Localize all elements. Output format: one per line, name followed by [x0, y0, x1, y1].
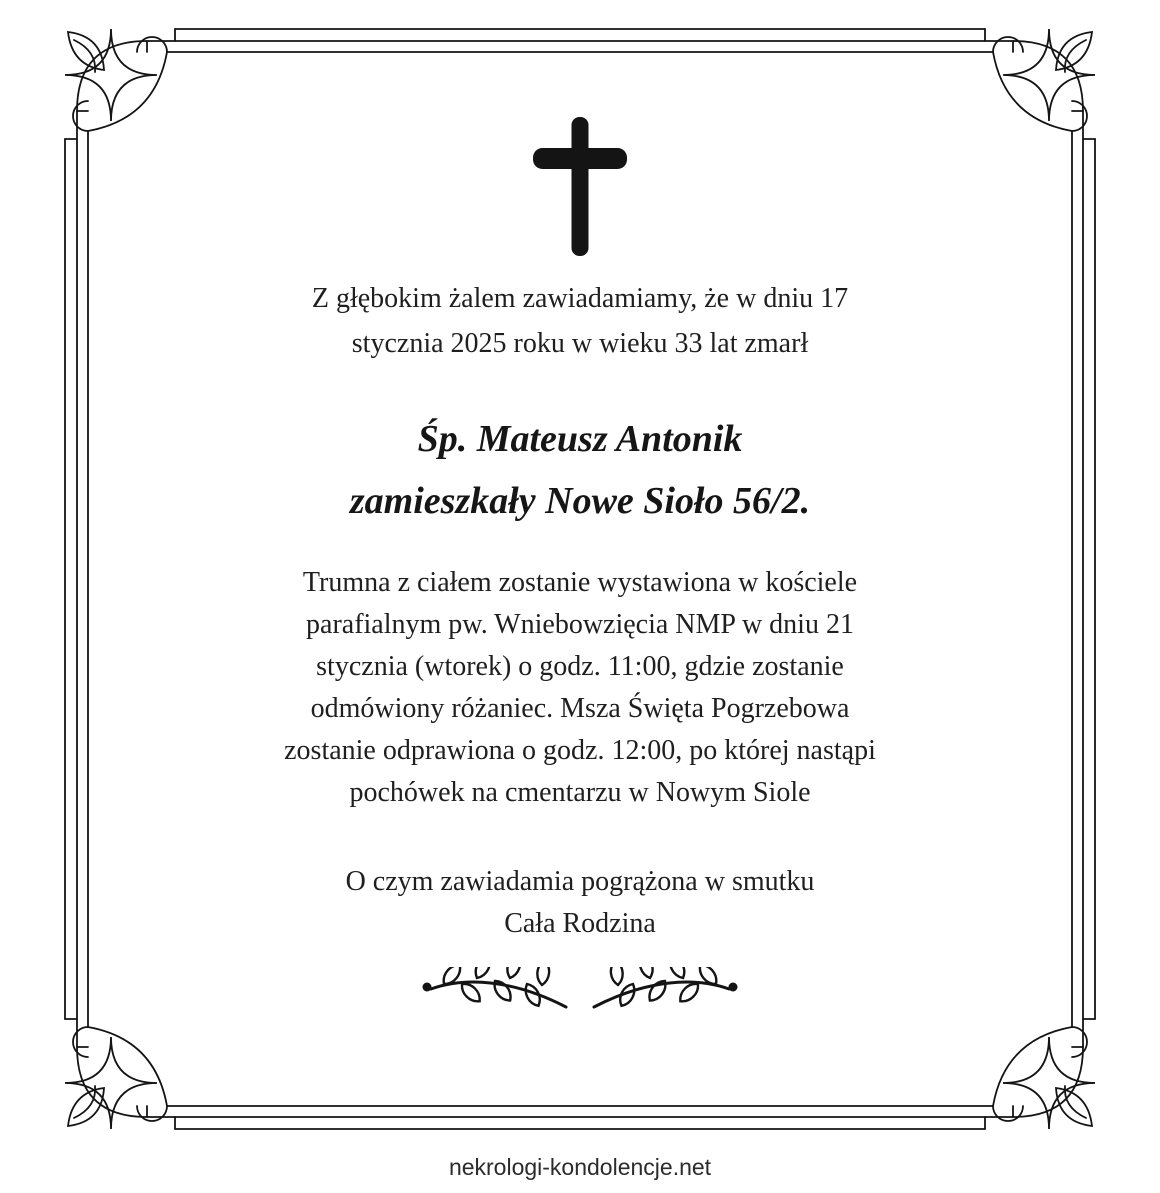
details-line: stycznia (wtorek) o godz. 11:00, gdzie zostanie [316, 651, 844, 682]
corner-ornament-bottom-right [985, 1019, 1095, 1129]
deceased-name: Śp. Mateusz Antonik [417, 418, 743, 460]
details-line: Trumna z ciałem zostanie wystawiona w kościele [302, 567, 858, 598]
deceased-name-block [0, 408, 1160, 532]
corner-ornament-bottom-left [65, 1019, 175, 1129]
details-line: pochówek na cmentarzu w Nowym Siole [349, 777, 811, 808]
closing-text [0, 861, 1160, 945]
intro-line: stycznia 2025 roku w wieku 33 lat zmarł [351, 328, 809, 359]
details-line: zostanie odprawiona o godz. 12:00, po której nastąpi [284, 735, 876, 766]
closing-line: O czym zawiadamia pogrążona w smutku [345, 866, 815, 897]
funeral-details-text [0, 562, 1160, 814]
laurel-branch-divider-icon [420, 967, 740, 1023]
latin-cross-icon [533, 117, 627, 256]
intro-line: Z głębokim żalem zawiadamiamy, że w dniu 17 [311, 283, 849, 314]
family-signature: Cała Rodzina [504, 908, 656, 939]
intro-text [0, 276, 1160, 366]
divider-row [0, 967, 1160, 1028]
details-line: parafialnym pw. Wniebowzięcia NMP w dniu 21 [306, 609, 854, 640]
deceased-residence: zamieszkały Nowe Sioło 56/2. [349, 480, 811, 522]
details-line: odmówiony różaniec. Msza Święta Pogrzebowa [310, 693, 850, 724]
footer-site-label: nekrologi-kondolencje.net [448, 1154, 712, 1180]
